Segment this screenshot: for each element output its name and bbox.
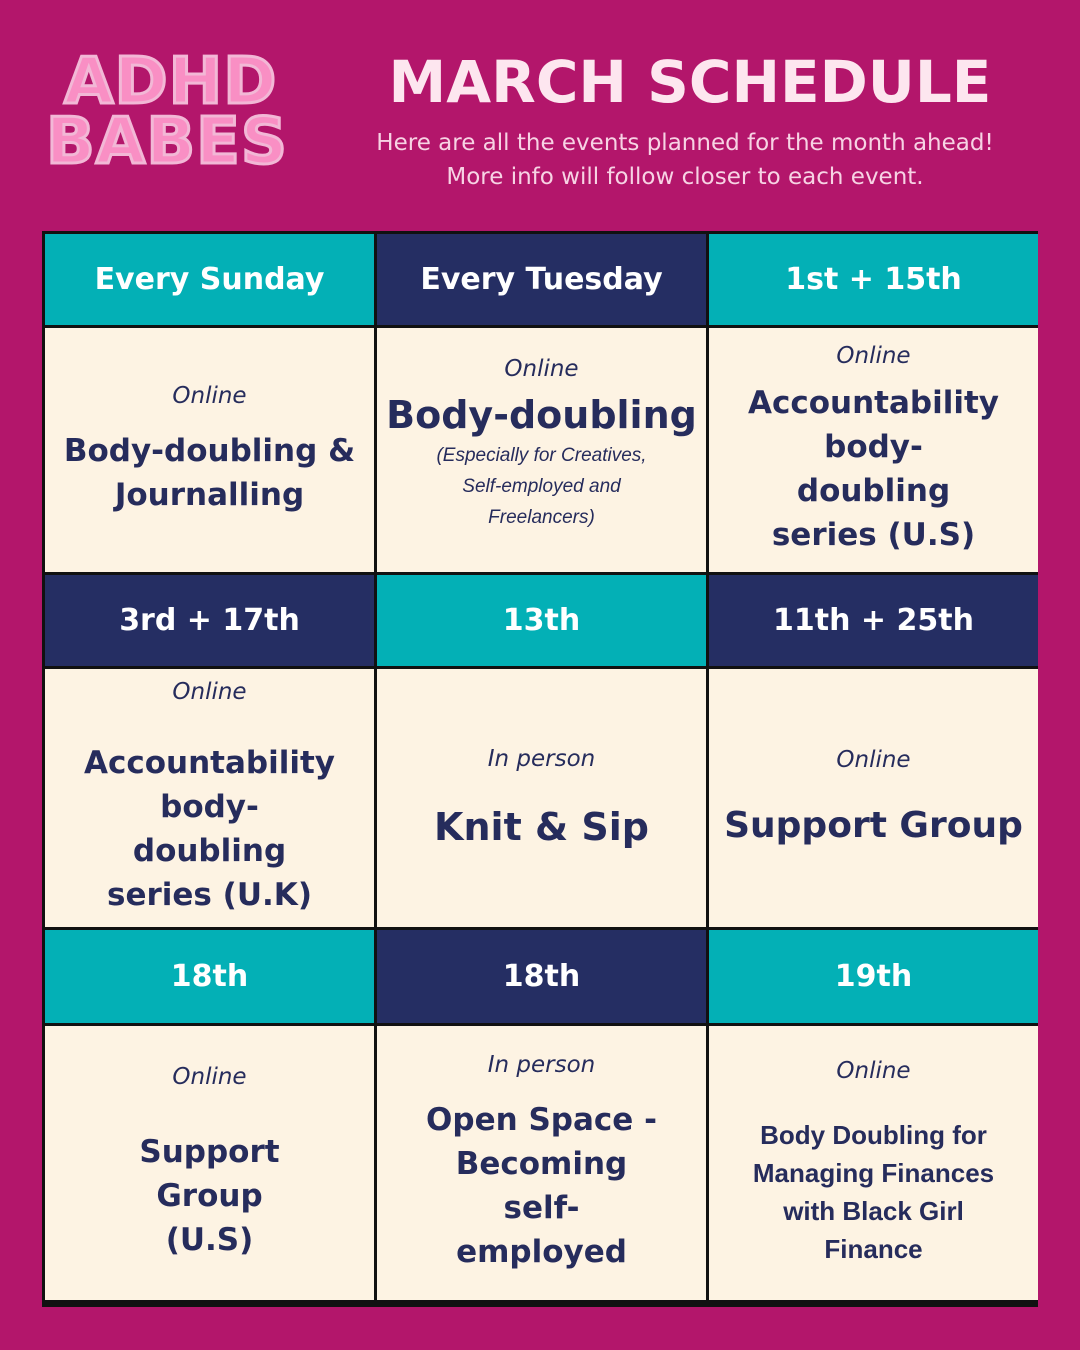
logo-line-2: BABES [46, 105, 288, 179]
subtitle-line-2: More info will follow closer to each event. [446, 164, 924, 190]
subtitle-line-1: Here are all the events planned for the month ahead! [376, 130, 994, 156]
date-header: 13th [377, 575, 706, 666]
event-mode: Online [504, 356, 579, 382]
event-cell [709, 669, 1038, 927]
event-mode: Online [172, 679, 247, 705]
page-subtitle [330, 126, 1040, 194]
event-title: Knit & Sip [434, 805, 649, 849]
logo [46, 45, 296, 192]
logo-line-1: ADHD [64, 45, 278, 119]
date-header: 18th [45, 930, 374, 1023]
date-header: 1st + 15th [709, 234, 1038, 325]
event-mode: Online [836, 1058, 911, 1084]
event-cell [709, 328, 1038, 572]
date-header: 11th + 25th [709, 575, 1038, 666]
event-title: Accountability body-doubling series (U.K) [84, 745, 336, 913]
page-title: MARCH SCHEDULE [388, 48, 992, 116]
event-mode: Online [172, 1064, 247, 1090]
event-cell [45, 328, 374, 572]
event-title: Body-doubling & Journalling [63, 433, 356, 513]
event-cell [377, 669, 706, 927]
event-mode: Online [836, 343, 911, 369]
date-header: Every Tuesday [377, 234, 706, 325]
event-note: (Especially for Creatives, Self-employed and Freelancers) [436, 445, 647, 528]
event-title: Body Doubling for Managing Finances with Black Girl Finance [752, 1120, 995, 1264]
date-header: 19th [709, 930, 1038, 1023]
event-cell [709, 1026, 1038, 1300]
event-title: Support Group (U.S) [139, 1134, 280, 1258]
event-mode: Online [836, 747, 911, 773]
date-header: Every Sunday [45, 234, 374, 325]
date-header: 18th [377, 930, 706, 1023]
event-cell [377, 328, 706, 572]
event-title: Body-doubling [386, 393, 697, 437]
event-mode: In person [487, 746, 596, 772]
event-mode: In person [487, 1052, 596, 1078]
event-title: Accountability body-doubling series (U.S) [748, 385, 1000, 553]
event-title: Open Space - Becoming self-employed [426, 1102, 657, 1270]
schedule-grid [42, 231, 1038, 1307]
event-cell [377, 1026, 706, 1300]
event-title: Support Group [724, 805, 1023, 846]
event-cell [45, 1026, 374, 1300]
date-header: 3rd + 17th [45, 575, 374, 666]
event-cell [45, 669, 374, 927]
event-mode: Online [172, 383, 247, 409]
